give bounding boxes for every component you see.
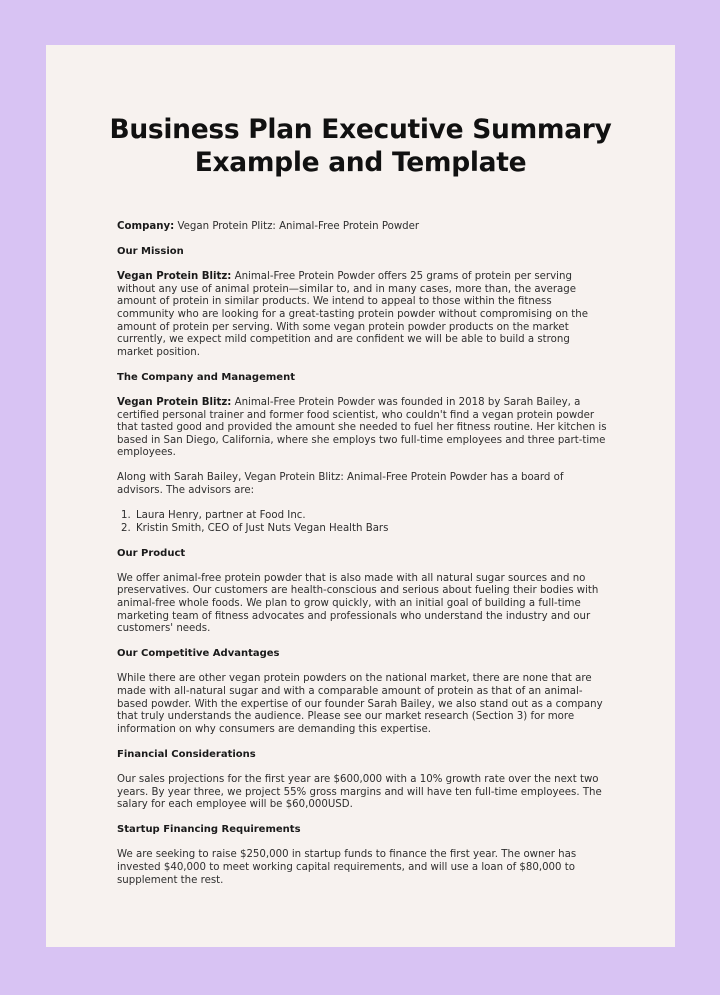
title-line-1: Business Plan Executive Summary	[109, 113, 612, 145]
advisor-item: 1. Laura Henry, partner at Food Inc.	[134, 510, 607, 523]
company-value: Vegan Protein Plitz: Animal-Free Protein Powder	[174, 221, 420, 232]
company-line	[117, 221, 607, 234]
company-paragraph	[117, 397, 607, 460]
mission-heading: Our Mission	[117, 246, 184, 258]
product-heading: Our Product	[117, 547, 186, 559]
advantages-heading: Our Competitive Advantages	[117, 648, 280, 660]
mission-lead: Vegan Protein Blitz:	[117, 271, 232, 283]
document-body	[117, 221, 607, 900]
financial-paragraph: Our sales projections for the first year are $600,000 with a 10% growth rate over the next two years. By year three, we project 55% gross margins and will have ten full-time employees. The salary for each employee will be $60,000USD.	[117, 774, 602, 811]
company-lead: Vegan Protein Blitz:	[117, 396, 232, 408]
advisors-list	[117, 510, 607, 535]
document-page	[46, 45, 675, 947]
title-line-2: Example and Template	[194, 146, 527, 178]
startup-paragraph: We are seeking to raise $250,000 in startup funds to finance the first year. The owner has invested $40,000 to meet working capital requirements, and will use a loan of $80,000 to supplement the rest.	[117, 849, 577, 886]
mission-text: Animal-Free Protein Powder offers 25 grams of protein per serving without any use of animal protein—similar to, and in many cases, more than, the average amount of protein in similar products. We intend to appeal to those within the fitness community who are looking for a great-tasting protein powder without compromising on the amount of protein per serving. With some vegan protein powder products on the market currently, we expect mild competition and are confident we will be able to build a strong market position.	[117, 271, 589, 358]
advisor-item: 2. Kristin Smith, CEO of Just Nuts Vegan Health Bars	[134, 523, 607, 536]
financial-heading: Financial Considerations	[117, 748, 256, 760]
product-paragraph: We offer animal-free protein powder that is also made with all natural sugar sources and no preservatives. Our customers are health-conscious and serious about fueling their bodies with animal-free whole foods. We plan to grow quickly, with an initial goal of building a full-time marketing team of fitness advocates and professionals who understand the industry and our customers' needs.	[117, 572, 599, 635]
company-label: Company:	[117, 221, 175, 232]
advisors-intro: Along with Sarah Bailey, Vegan Protein Blitz: Animal-Free Protein Powder has a board of advisors. The advisors are:	[117, 472, 564, 496]
document-title	[46, 113, 675, 179]
startup-heading: Startup Financing Requirements	[117, 824, 301, 836]
company-heading: The Company and Management	[117, 371, 295, 383]
company-text: Animal-Free Protein Powder was founded in 2018 by Sarah Bailey, a certified personal trainer and former food scientist, who couldn't find a vegan protein powder that tasted good and provided the amount she needed to fuel her fitness routine. Her kitchen is based in San Diego, California, where she employs two full-time employees and three part-time employees.	[117, 396, 607, 459]
mission-paragraph	[117, 271, 607, 359]
advantages-paragraph: While there are other vegan protein powders on the national market, there are none that are made with all-natural sugar and with a comparable amount of protein as that of an animal-based powder. With the expertise of our founder Sarah Bailey, we also stand out as a company that truly understands the audience. Please see our market research (Section 3) for more information on why consumers are demanding this expertise.	[117, 673, 603, 735]
